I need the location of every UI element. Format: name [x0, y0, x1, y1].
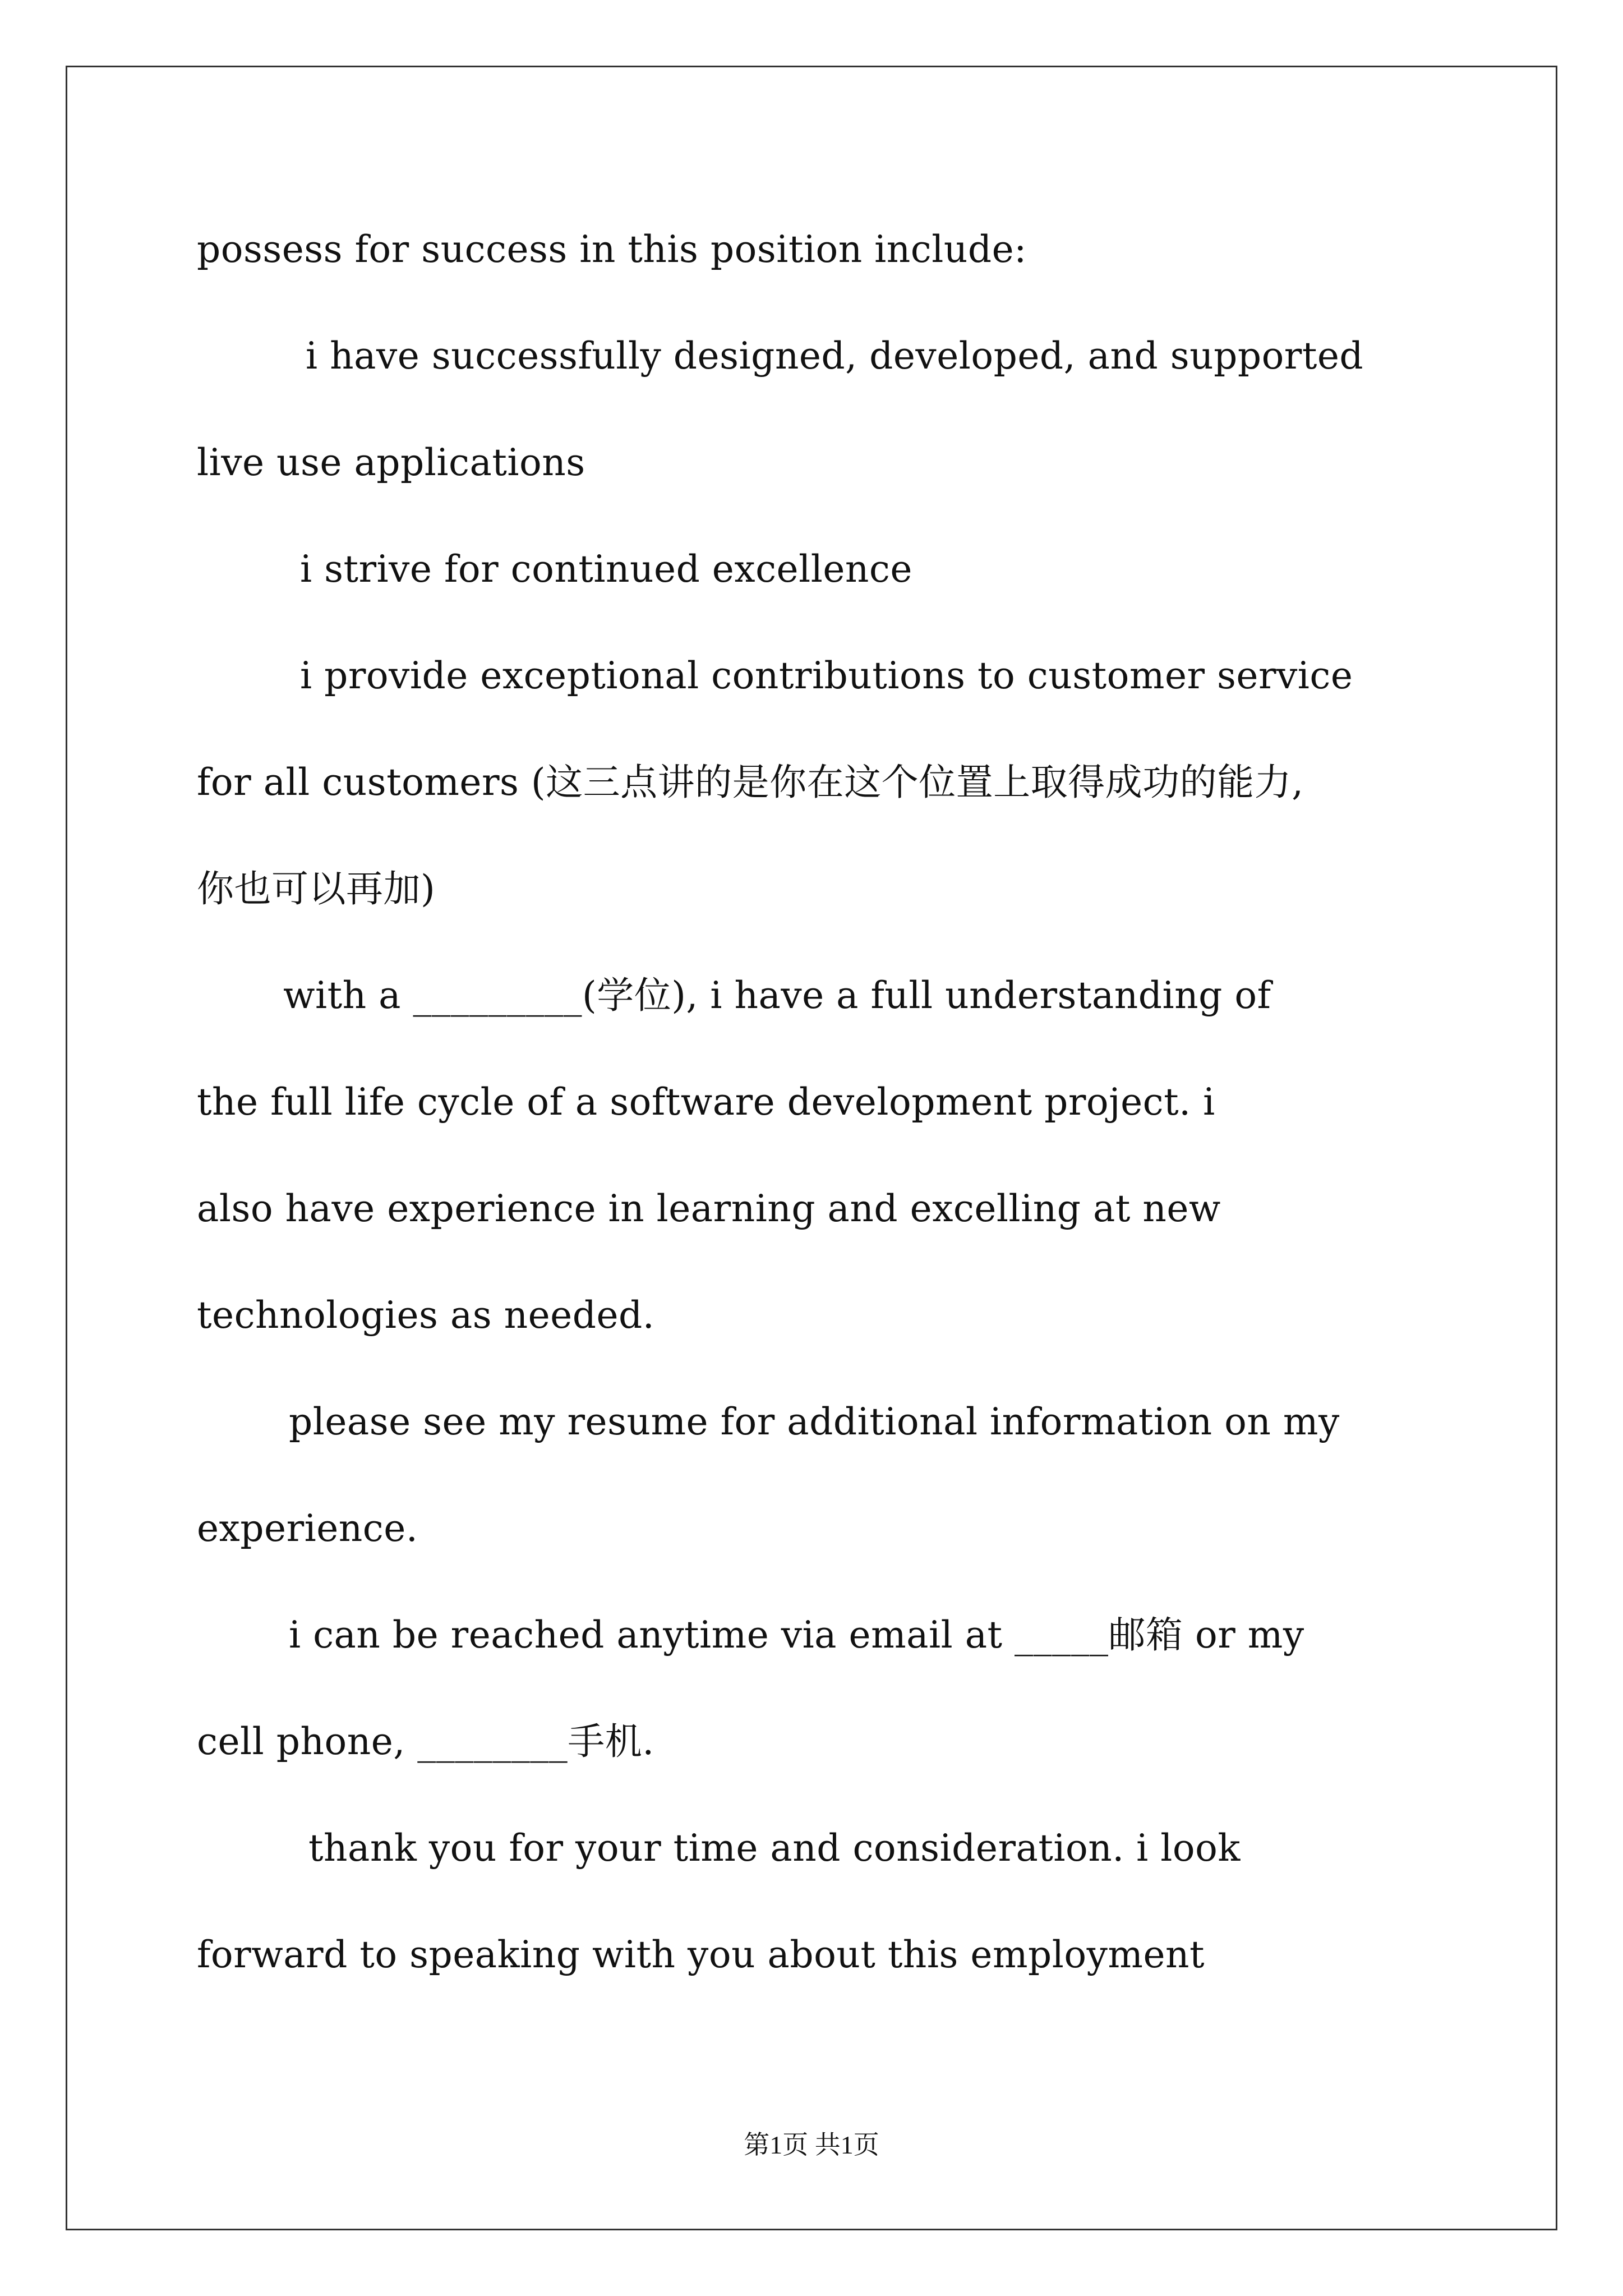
text-line-9: the full life cycle of a software development project. i [197, 1080, 1215, 1124]
text-line-11: technologies as needed. [197, 1294, 655, 1337]
text-line-13: experience. [197, 1507, 418, 1550]
text-line-1: possess for success in this position include: [197, 228, 1027, 271]
text-line-5: i provide exceptional contributions to customer service [300, 654, 1353, 697]
text-line-14: i can be reached anytime via email at _____邮箱 or my [289, 1613, 1304, 1657]
text-line-10: also have experience in learning and excelling at new [197, 1187, 1221, 1230]
text-line-3: live use applications [197, 441, 585, 484]
text-line-8: with a _________(学位), i have a full understanding of [283, 974, 1271, 1017]
text-line-17: forward to speaking with you about this employment [197, 1933, 1205, 1976]
page-footer: 第1页 共1页 [744, 2131, 879, 2159]
page-frame [66, 66, 1557, 2230]
text-line-7: 你也可以再加) [197, 867, 436, 910]
text-line-6: for all customers (这三点讲的是你在这个位置上取得成功的能力, [197, 761, 1304, 804]
text-line-12: please see my resume for additional information on my [289, 1400, 1340, 1443]
text-line-16: thank you for your time and consideration. i look [308, 1826, 1241, 1870]
text-line-4: i strive for continued excellence [300, 547, 912, 591]
text-line-2: i have successfully designed, developed, and supported [306, 334, 1364, 378]
text-line-15: cell phone, ________手机. [197, 1720, 654, 1763]
